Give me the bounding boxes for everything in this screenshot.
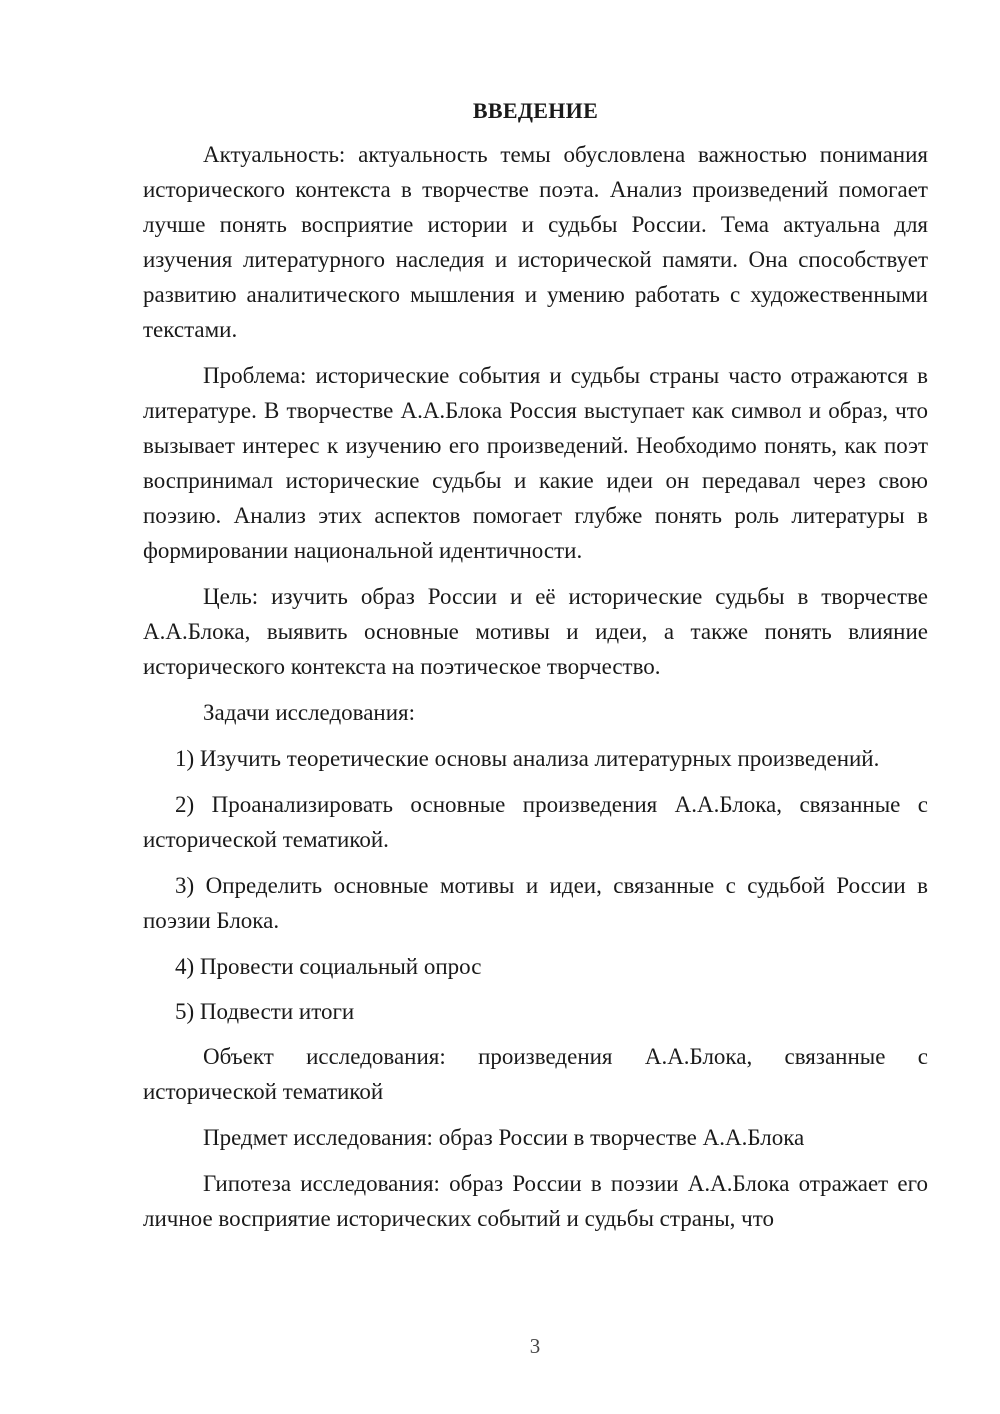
tasks-heading: Задачи исследования: <box>203 700 416 725</box>
page-number: 3 <box>529 1334 541 1358</box>
page-title: ВВЕДЕНИЕ <box>472 98 599 123</box>
object-paragraph: Объект исследования: произведения А.А.Блока, связанные с исторической тематикой <box>143 1044 928 1104</box>
task-item: 2) Проанализировать основные произведения А.А.Блока, связанные с исторической тематикой. <box>143 792 928 852</box>
problem-paragraph: Проблема: исторические события и судьбы страны часто отражаются в литературе. В творчестве А.А.Блока Россия выступает как символ и образ, что вызывает интерес к изучению его произведений. Необходимо понять, как поэт воспринимал исторические судьбы и какие идеи он передавал через свою поэзию. Анализ этих аспектов помогает глубже понять роль литературы в формировании национальной идентичности. <box>143 363 928 563</box>
task-item: 4) Провести социальный опрос <box>175 954 482 979</box>
task-item: 1) Изучить теоретические основы анализа литературных произведений. <box>175 746 880 771</box>
relevance-paragraph: Актуальность: актуальность темы обусловлена важностью понимания исторического контекста в творчестве поэта. Анализ произведений помогает лучше понять восприятие истории и судьбы России. Тема актуальна для изучения литературного наследия и исторической памяти. Она способствует развитию аналитического мышления и умению работать с художественными текстами. <box>143 142 928 342</box>
task-item: 5) Подвести итоги <box>175 999 355 1024</box>
page-content <box>143 96 928 1247</box>
hypothesis-paragraph: Гипотеза исследования: образ России в поэзии А.А.Блока отражает его личное восприятие исторических событий и судьбы страны, что <box>143 1171 928 1231</box>
subject-paragraph: Предмет исследования: образ России в творчестве А.А.Блока <box>203 1125 805 1150</box>
task-item: 3) Определить основные мотивы и идеи, связанные с судьбой России в поэзии Блока. <box>143 873 928 933</box>
goal-paragraph: Цель: изучить образ России и её исторические судьбы в творчестве А.А.Блока, выявить основные мотивы и идеи, а также понять влияние исторического контекста на поэтическое творчество. <box>143 584 928 679</box>
